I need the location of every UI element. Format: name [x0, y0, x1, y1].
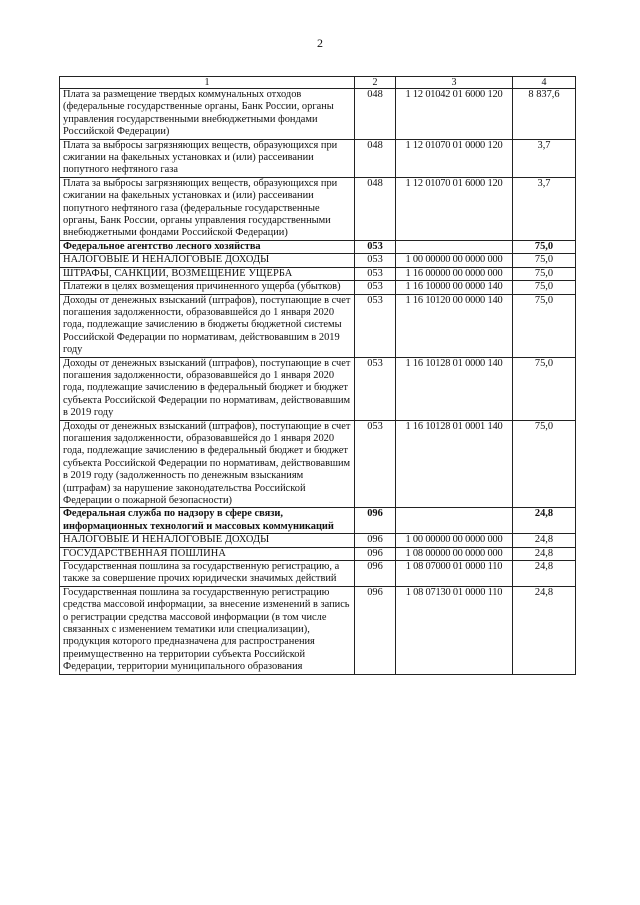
- amount-cell: 75,0: [513, 240, 576, 253]
- amount-cell: 75,0: [513, 254, 576, 267]
- amount-cell: 75,0: [513, 267, 576, 280]
- admin-code-cell: 053: [355, 267, 396, 280]
- revenue-name-cell: Плата за выбросы загрязняющих веществ, образующихся при сжигании на факельных установках и (или) рассеивании попутного нефтяного газа: [60, 139, 355, 177]
- revenue-name-cell: Плата за размещение твердых коммунальных отходов (федеральные государственные органы, Банк России, органы управления государственными внебюджетными фондами Российской Федерации): [60, 89, 355, 140]
- table-row: [60, 547, 576, 560]
- revenue-name-cell: Плата за выбросы загрязняющих веществ, образующихся при сжигании на факельных установках и (или) рассеивании попутного нефтяного газа (федеральные государственные органы, Банк России, органы управления государственными внебюджетными фондами Российской Федерации): [60, 177, 355, 240]
- kbk-code-cell: 1 16 10000 00 0000 140: [396, 281, 513, 294]
- admin-code-cell: 048: [355, 89, 396, 140]
- kbk-code-cell: 1 08 07130 01 0000 110: [396, 586, 513, 674]
- amount-cell: 24,8: [513, 586, 576, 674]
- admin-code-cell: 053: [355, 254, 396, 267]
- amount-cell: 75,0: [513, 420, 576, 508]
- kbk-code-cell: 1 00 00000 00 0000 000: [396, 254, 513, 267]
- revenue-table: [59, 76, 576, 675]
- table-row: [60, 294, 576, 357]
- table-row: [60, 240, 576, 253]
- revenue-name-cell: НАЛОГОВЫЕ И НЕНАЛОГОВЫЕ ДОХОДЫ: [60, 254, 355, 267]
- column-header: 1: [60, 77, 355, 89]
- kbk-code-cell: 1 12 01070 01 6000 120: [396, 177, 513, 240]
- table-row: [60, 177, 576, 240]
- kbk-code-cell: [396, 508, 513, 534]
- table-row: [60, 139, 576, 177]
- revenue-name-cell: Доходы от денежных взысканий (штрафов), поступающие в счет погашения задолженности, образовавшейся до 1 января 2020 года, подлежащие зачислению в федеральный бюджет и бюджет субъекта Российской Федерации по нормативам, действовавшим в 2019 году (задолженность по денежным взысканиям (штрафам) за нарушение законодательства Российской Федерации о пожарной безопасности): [60, 420, 355, 508]
- table-row: [60, 586, 576, 674]
- revenue-name-cell: Доходы от денежных взысканий (штрафов), поступающие в счет погашения задолженности, образовавшейся до 1 января 2020 года, подлежащие зачислению в бюджеты бюджетной системы Российской Федерации по нормативам, действовавшим в 2019 году: [60, 294, 355, 357]
- admin-code-cell: 096: [355, 534, 396, 547]
- amount-cell: 75,0: [513, 357, 576, 420]
- table-row: [60, 89, 576, 140]
- admin-code-cell: 048: [355, 139, 396, 177]
- table-row: [60, 420, 576, 508]
- revenue-name-cell: Платежи в целях возмещения причиненного ущерба (убытков): [60, 281, 355, 294]
- amount-cell: 24,8: [513, 534, 576, 547]
- table-row: [60, 561, 576, 587]
- kbk-code-cell: [396, 240, 513, 253]
- amount-cell: 3,7: [513, 177, 576, 240]
- column-header: 3: [396, 77, 513, 89]
- amount-cell: 75,0: [513, 294, 576, 357]
- admin-code-cell: 053: [355, 294, 396, 357]
- amount-cell: 24,8: [513, 547, 576, 560]
- table-row: [60, 508, 576, 534]
- revenue-name-cell: Государственная пошлина за государственную регистрацию, а также за совершение прочих юридически значимых действий: [60, 561, 355, 587]
- kbk-code-cell: 1 12 01070 01 0000 120: [396, 139, 513, 177]
- kbk-code-cell: 1 08 00000 00 0000 000: [396, 547, 513, 560]
- revenue-name-cell: Доходы от денежных взысканий (штрафов), поступающие в счет погашения задолженности, образовавшейся до 1 января 2020 года, подлежащие зачислению в федеральный бюджет и бюджет субъекта Российской Федерации по нормативам, действовавшим в 2019 году: [60, 357, 355, 420]
- admin-code-cell: 053: [355, 281, 396, 294]
- table-row: [60, 267, 576, 280]
- admin-code-cell: 096: [355, 561, 396, 587]
- admin-code-cell: 096: [355, 547, 396, 560]
- column-header: 4: [513, 77, 576, 89]
- revenue-name-cell: Государственная пошлина за государственную регистрацию средства массовой информации, за внесение изменений в запись о регистрации средства массовой информации (в том числе связанных с изменением тематики или специализации), продукция которого предназначена для распространения преимущественно на территории субъекта Российской Федерации, территории муниципального образования: [60, 586, 355, 674]
- revenue-name-cell: Федеральное агентство лесного хозяйства: [60, 240, 355, 253]
- admin-code-cell: 096: [355, 508, 396, 534]
- admin-code-cell: 053: [355, 420, 396, 508]
- amount-cell: 8 837,6: [513, 89, 576, 140]
- kbk-code-cell: 1 16 10128 01 0001 140: [396, 420, 513, 508]
- admin-code-cell: 053: [355, 240, 396, 253]
- table-row: [60, 254, 576, 267]
- admin-code-cell: 096: [355, 586, 396, 674]
- kbk-code-cell: 1 16 00000 00 0000 000: [396, 267, 513, 280]
- revenue-name-cell: ГОСУДАРСТВЕННАЯ ПОШЛИНА: [60, 547, 355, 560]
- kbk-code-cell: 1 16 10128 01 0000 140: [396, 357, 513, 420]
- revenue-name-cell: Федеральная служба по надзору в сфере связи, информационных технологий и массовых коммуникаций: [60, 508, 355, 534]
- admin-code-cell: 048: [355, 177, 396, 240]
- kbk-code-cell: 1 16 10120 00 0000 140: [396, 294, 513, 357]
- kbk-code-cell: 1 00 00000 00 0000 000: [396, 534, 513, 547]
- table-row: [60, 281, 576, 294]
- revenue-name-cell: НАЛОГОВЫЕ И НЕНАЛОГОВЫЕ ДОХОДЫ: [60, 534, 355, 547]
- amount-cell: 24,8: [513, 508, 576, 534]
- amount-cell: 3,7: [513, 139, 576, 177]
- amount-cell: 24,8: [513, 561, 576, 587]
- table-row: [60, 534, 576, 547]
- page-number: 2: [317, 36, 323, 50]
- revenue-name-cell: ШТРАФЫ, САНКЦИИ, ВОЗМЕЩЕНИЕ УЩЕРБА: [60, 267, 355, 280]
- kbk-code-cell: 1 08 07000 01 0000 110: [396, 561, 513, 587]
- admin-code-cell: 053: [355, 357, 396, 420]
- table-row: [60, 357, 576, 420]
- column-header: 2: [355, 77, 396, 89]
- kbk-code-cell: 1 12 01042 01 6000 120: [396, 89, 513, 140]
- table-header-row: [60, 77, 576, 89]
- amount-cell: 75,0: [513, 281, 576, 294]
